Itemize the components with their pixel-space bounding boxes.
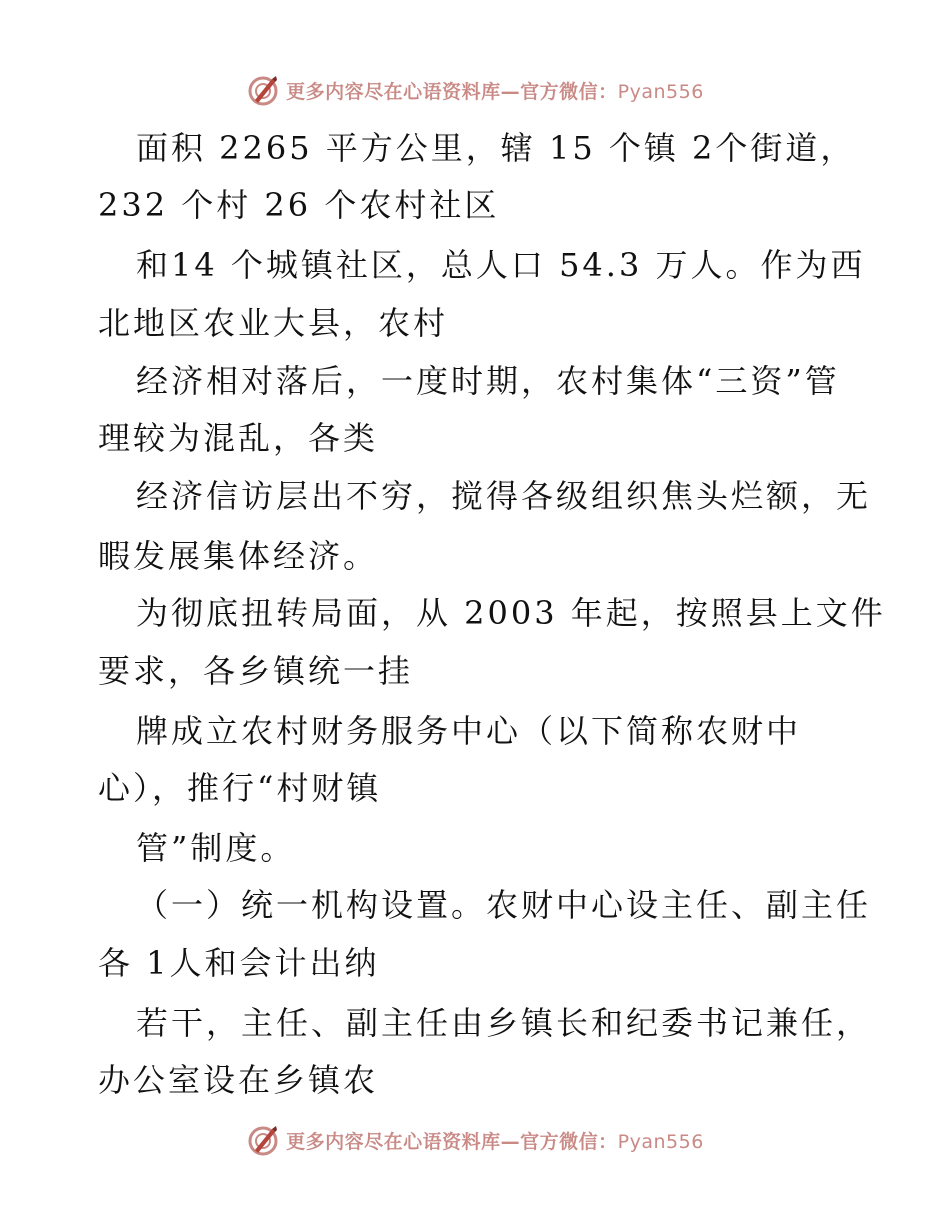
text-line: 若干，主任、副主任由乡镇长和纪委书记兼任， bbox=[136, 1004, 872, 1042]
wechat-id: Pyan556 bbox=[617, 1130, 704, 1153]
footer-watermark bbox=[0, 1120, 950, 1160]
text-line: （一）统一机构设置。农财中心设主任、副主任 bbox=[136, 886, 872, 924]
text-line: 为彻底扭转局面，从 2003 年起，按照县上文件 bbox=[136, 594, 886, 632]
text-line: 北地区农业大县，农村 bbox=[98, 304, 449, 342]
watermark-text: 更多内容尽在心语资料库—官方微信： bbox=[286, 1130, 618, 1153]
text-line: 经济信访层出不穷，搅得各级组织焦头烂额，无 bbox=[136, 477, 872, 515]
text-line: 各 1人和会计出纳 bbox=[98, 944, 380, 982]
text-line: 暇发展集体经济。 bbox=[98, 537, 379, 575]
text-line: 要求，各乡镇统一挂 bbox=[98, 652, 414, 690]
watermark-text: 更多内容尽在心语资料库—官方微信： bbox=[286, 80, 618, 103]
text-line: 经济相对落后，一度时期，农村集体“三资”管 bbox=[136, 362, 840, 400]
pen-logo-icon bbox=[246, 1123, 280, 1157]
text-line: 办公室设在乡镇农 bbox=[98, 1061, 379, 1099]
text-line: 面积 2265 平方公里，辖 15 个镇 2个街道， bbox=[136, 129, 856, 167]
text-line: 心），推行“村财镇 bbox=[98, 769, 382, 807]
text-line: 和14 个城镇社区，总人口 54.3 万人。作为西 bbox=[136, 246, 866, 284]
pen-logo-icon bbox=[246, 73, 280, 107]
text-line: 牌成立农村财务服务中心（以下简称农财中 bbox=[136, 712, 802, 750]
text-line: 管”制度。 bbox=[136, 829, 296, 867]
text-line: 理较为混乱，各类 bbox=[98, 419, 379, 457]
wechat-id: Pyan556 bbox=[617, 80, 704, 103]
text-line: 232 个村 26 个农村社区 bbox=[98, 186, 500, 224]
header-watermark bbox=[0, 70, 950, 110]
